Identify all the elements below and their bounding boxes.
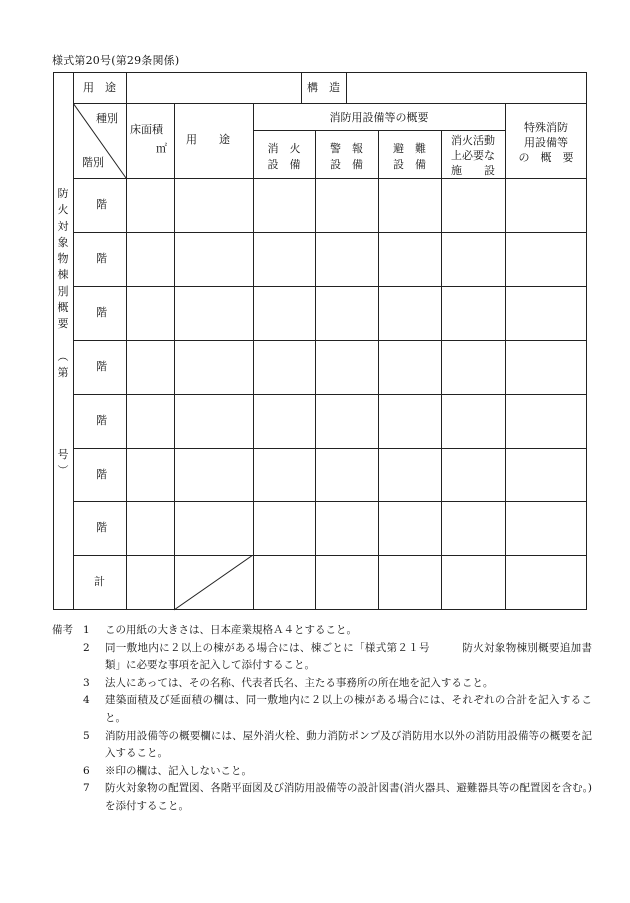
table-cell[interactable] [379, 233, 440, 285]
table-cell[interactable] [127, 395, 173, 447]
side-label-char: 防 [57, 187, 69, 200]
table-cell[interactable] [506, 449, 586, 501]
extinguishing-label-2: 設 備 [267, 158, 301, 171]
table-cell[interactable] [379, 341, 440, 393]
note-spacer [52, 728, 83, 763]
table-cell[interactable] [442, 179, 504, 231]
note-spacer [52, 675, 83, 693]
note-number: 1 [83, 624, 90, 636]
side-label-char: 棟 [57, 268, 69, 282]
table-cell[interactable] [379, 556, 440, 608]
table-cell[interactable] [127, 233, 173, 285]
side-label-char [53, 333, 73, 349]
alarm-label-2: 設 備 [330, 158, 363, 171]
side-label-char: ︶ [57, 464, 69, 478]
structure-field[interactable] [347, 72, 587, 103]
table-cell[interactable] [379, 287, 440, 339]
use-field[interactable] [127, 72, 301, 103]
floor-row-label: 階 [96, 467, 107, 481]
floor-row-label: 階 [96, 521, 107, 535]
floor-row-label: 階 [96, 413, 107, 427]
firefighting-label-1: 消火活動 [451, 134, 495, 147]
notes-heading: 備考 [52, 624, 73, 636]
floor-row-label: 階 [96, 305, 107, 319]
note-number: 6 [83, 764, 90, 777]
table-cell[interactable] [442, 341, 504, 393]
kind-label: 種別 [96, 112, 118, 125]
table-cell[interactable] [442, 556, 504, 608]
table-cell[interactable] [175, 341, 252, 393]
total-use-diagonal [174, 555, 254, 611]
extinguishing-label-1: 消 火 [267, 142, 301, 155]
note-number: 3 [83, 676, 90, 689]
table-cell[interactable] [127, 341, 173, 393]
special-label-1: 特殊消防 [524, 121, 568, 134]
table-cell[interactable] [316, 233, 377, 285]
note-spacer [52, 692, 83, 727]
special-label-3: の 概 要 [518, 151, 574, 164]
total-label: 計 [94, 575, 105, 589]
table-cell[interactable] [506, 556, 586, 608]
side-label-char: 別 [57, 284, 69, 298]
table-cell[interactable] [316, 556, 377, 608]
side-label-char [53, 430, 73, 446]
note-text: 消防用設備等の概要欄には、屋外消火栓、動力消防ポンプ及び消防用水以外の消防用設備等の概要を記入すること。 [105, 729, 592, 760]
note-text: 同一敷地内に２以上の棟がある場合には、棟ごとに「様式第２１号 防火対象物棟別概要追加書類」に必要な事項を記入して添付すること。 [105, 641, 592, 672]
note-spacer [52, 780, 83, 815]
side-label-char [53, 382, 73, 398]
table-cell[interactable] [379, 449, 440, 501]
floor-row-label: 階 [96, 251, 107, 265]
special-label-2: 用設備等 [524, 136, 568, 149]
note-number: 4 [83, 694, 90, 707]
floor-row-label: 階 [96, 198, 107, 211]
side-label-char: 要 [57, 317, 69, 331]
side-label-char: 第 [57, 366, 69, 380]
side-label-char: 火 [57, 203, 69, 217]
divider [73, 103, 587, 104]
note-number: 7 [83, 782, 90, 795]
note-item [52, 622, 592, 640]
alarm-label-1: 警 報 [330, 142, 363, 155]
table-cell[interactable] [442, 233, 504, 285]
note-item [52, 675, 592, 693]
use-label: 用 途 [83, 81, 116, 94]
table-cell[interactable] [127, 502, 173, 554]
side-label-char: 概 [57, 301, 69, 315]
table-cell[interactable] [127, 556, 173, 608]
table-cell[interactable] [506, 179, 586, 231]
table-cell[interactable] [254, 395, 314, 447]
note-item [52, 763, 592, 781]
table-cell[interactable] [175, 233, 252, 285]
table-cell[interactable] [316, 287, 377, 339]
structure-label: 構 造 [307, 81, 340, 94]
table-cell[interactable] [442, 287, 504, 339]
side-label-char: 物 [57, 252, 69, 266]
note-item [52, 692, 592, 727]
table-cell[interactable] [379, 179, 440, 231]
table-cell[interactable] [442, 502, 504, 554]
floor-area-label: 床面積 [130, 123, 163, 136]
evacuation-label-2: 設 備 [393, 158, 426, 171]
side-label-char [53, 398, 73, 414]
table-cell[interactable] [175, 287, 252, 339]
floor-label: 階別 [82, 156, 104, 169]
side-label [53, 186, 73, 479]
table-cell[interactable] [254, 287, 314, 339]
table-cell[interactable] [506, 341, 586, 393]
note-item [52, 640, 592, 675]
side-label-char: ︵ [57, 349, 69, 363]
table-cell[interactable] [316, 395, 377, 447]
table-cell[interactable] [254, 341, 314, 393]
note-item [52, 780, 592, 815]
side-label-char: 対 [57, 219, 69, 233]
note-text: この用紙の大きさは、日本産業規格Ａ４とすること。 [105, 624, 357, 636]
table-cell[interactable] [254, 449, 314, 501]
table-cell[interactable] [379, 502, 440, 554]
table-cell[interactable] [442, 395, 504, 447]
notes [52, 622, 592, 816]
note-number: 2 [83, 641, 90, 654]
table-cell[interactable] [127, 179, 173, 231]
note-text: 建築面積及び延面積の欄は、同一敷地内に２以上の棟がある場合には、それぞれの合計を記入すること。 [105, 694, 592, 724]
table-cell[interactable] [442, 449, 504, 501]
equipment-group-label: 消防用設備等の概要 [329, 111, 429, 124]
note-item [52, 728, 592, 763]
table-cell[interactable] [379, 395, 440, 447]
table-cell[interactable] [316, 502, 377, 554]
table-cell[interactable] [254, 556, 314, 608]
table-cell[interactable] [254, 233, 314, 285]
form-title: 様式第20号(第29条関係) [52, 54, 180, 67]
table-cell[interactable] [175, 179, 252, 231]
note-number: 5 [83, 729, 90, 742]
table-cell[interactable] [175, 449, 252, 501]
table-cell[interactable] [316, 341, 377, 393]
table-cell[interactable] [506, 287, 586, 339]
note-text: 防火対象物の配置図、各階平面図及び消防用設備等の設計図書(消火器具、避難器具等の配置図を含む。)を添付すること。 [105, 782, 592, 812]
floor-row-label: 階 [96, 359, 107, 373]
side-label-char [53, 414, 73, 430]
note-spacer [52, 640, 83, 675]
table-cell[interactable] [127, 449, 173, 501]
note-text: 法人にあっては、その名称、代表者氏名、主たる事務所の所在地を記入すること。 [105, 676, 494, 689]
note-spacer [52, 763, 83, 781]
side-label-char: 象 [57, 235, 69, 249]
firefighting-label-2: 上必要な [451, 149, 495, 162]
divider [253, 130, 505, 131]
table-cell[interactable] [254, 179, 314, 231]
table-cell[interactable] [254, 502, 314, 554]
table-cell[interactable] [506, 233, 586, 285]
side-label-char: 号 [57, 447, 69, 461]
table-cell[interactable] [316, 449, 377, 501]
table-cell[interactable] [175, 395, 252, 447]
table-cell[interactable] [506, 502, 586, 554]
table-cell[interactable] [175, 502, 252, 554]
firefighting-label-3: 施 設 [451, 164, 495, 177]
evacuation-label-1: 避 難 [393, 142, 426, 155]
note-text: ※印の欄は、記入しないこと。 [105, 764, 252, 777]
use-column-label: 用 途 [186, 133, 230, 146]
table-cell[interactable] [316, 179, 377, 231]
floor-area-unit: ㎡ [156, 142, 167, 155]
table-cell[interactable] [506, 395, 586, 447]
table-cell[interactable] [127, 287, 173, 339]
